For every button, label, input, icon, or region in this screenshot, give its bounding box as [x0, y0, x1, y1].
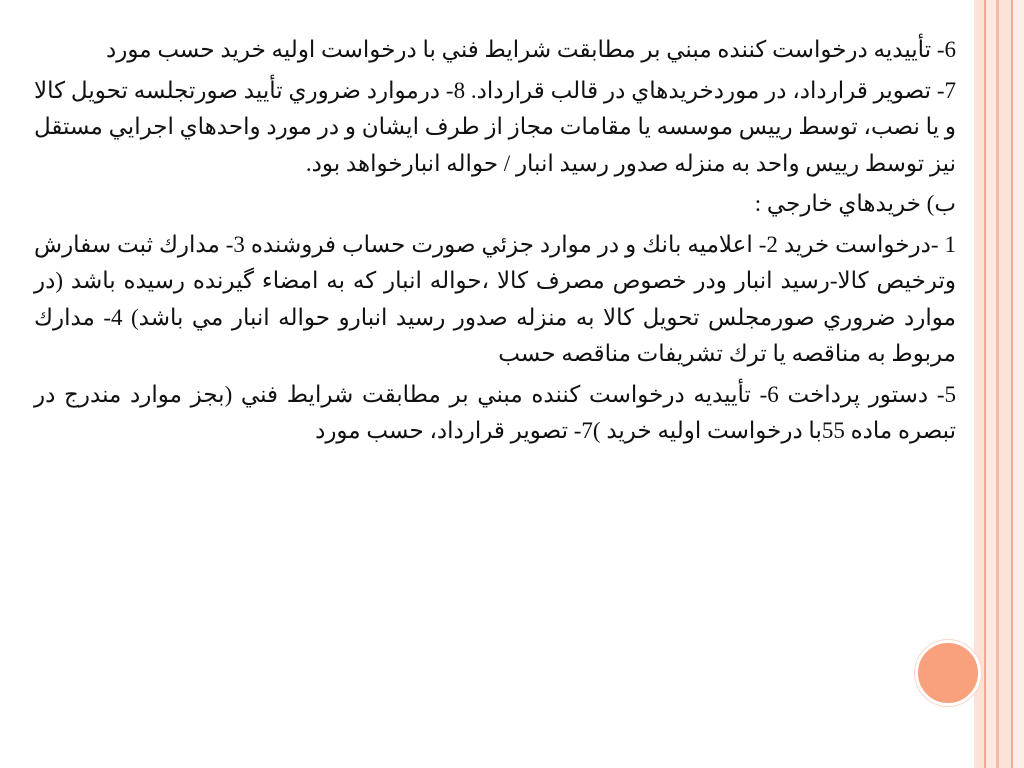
paragraph-items-1-4: 1 -درخواست خريد 2- اعلاميه بانك و در موارد جزئي صورت حساب فروشنده 3- مدارك ثبت سفارش وترخيص كالا-رسيد انبار ودر خصوص مصرف كالا ،حواله انبار كه به امضاء گيرنده رسيده باشد (در موارد ضروري صورمجلس تحويل كالا به منزله صدور رسيد انبارو حواله انبار مي باشد) 4- مدارك مربوط به مناقصه يا ترك تشريفات مناقصه حسب — [34, 231, 956, 366]
decorative-side-stripes — [974, 0, 1024, 768]
slide-body-text — [34, 32, 956, 454]
paragraph-item-6: 6- تأييديه درخواست كننده مبني بر مطابقت شرايط فني با درخواست اوليه خريد حسب مورد — [106, 37, 956, 62]
decorative-circle — [915, 640, 981, 706]
paragraph-items-5-7: 5- دستور پرداخت 6- تأييديه درخواست كننده مبني بر مطابقت شرايط فني (بجز موارد مندرج در تبصره ماده 55با درخواست اوليه خريد )7- تصوير قرارداد، حسب مورد — [34, 381, 956, 443]
stripe — [999, 0, 1011, 768]
section-heading-foreign-purchases: ب) خريدهاي خارجي : — [754, 191, 956, 216]
stripe — [986, 0, 996, 768]
stripe — [1013, 0, 1024, 768]
paragraph-items-7-8: 7- تصوير قرارداد، در موردخريدهاي در قالب قرارداد. 8- درموارد ضروري تأييد صورتجلسه تحويل كالا و يا نصب، توسط رييس موسسه يا مقامات مجاز از طرف ايشان و در مورد واحدهاي اجرايي مستقل نيز توسط رييس واحد به منزله صدور رسيد انبار / حواله انبارخواهد بود. — [34, 77, 956, 176]
stripe — [974, 0, 984, 768]
